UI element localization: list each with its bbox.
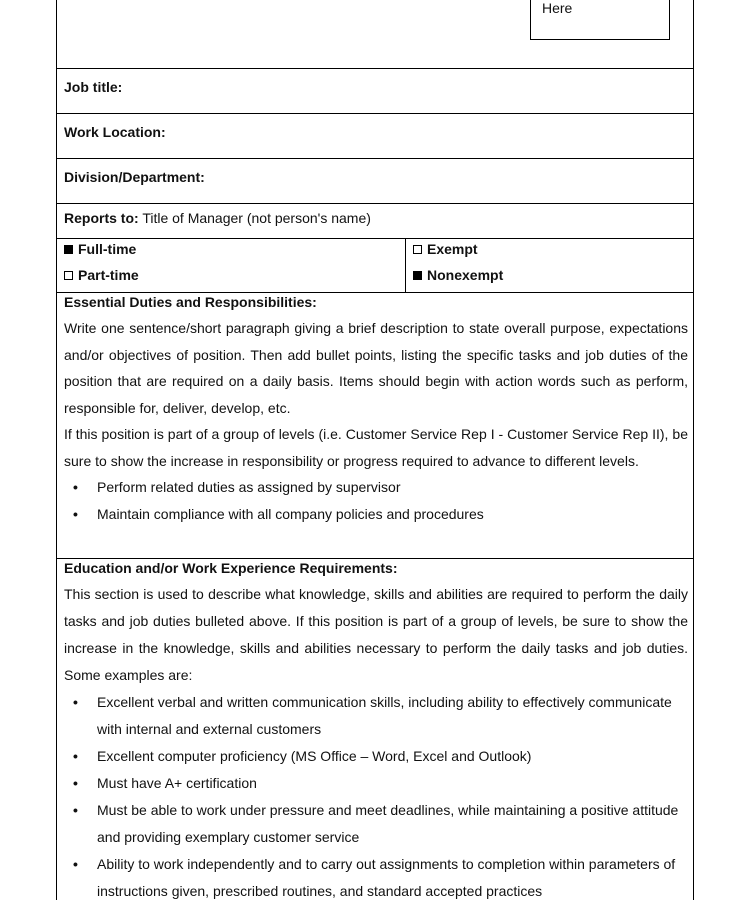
division-field[interactable]: [64, 169, 205, 185]
work-location-label: Work Location:: [64, 124, 166, 140]
row-divider: [56, 238, 694, 239]
full-time-label: Full-time: [78, 241, 137, 257]
bullet-icon: •: [73, 748, 78, 764]
part-time-label: Part-time: [78, 267, 139, 283]
duties-heading: Essential Duties and Responsibilities:: [64, 294, 317, 310]
list-item-text: Excellent verbal and written communication skills, including ability to effectively communicate with internal and external customers: [97, 694, 672, 737]
duties-levels-paragraph: If this position is part of a group of levels (i.e. Customer Service Rep I - Customer Service Rep II), be sure to show the increase in responsibility or progress required to advance to different levels.: [64, 426, 688, 469]
list-item: [64, 743, 688, 770]
reports-to-value: Title of Manager (not person's name): [142, 210, 371, 226]
row-divider: [56, 113, 694, 114]
row-divider: [56, 558, 694, 559]
list-item-text: Must be able to work under pressure and meet deadlines, while maintaining a positive attitude and providing exemplary customer service: [97, 802, 679, 845]
bullet-icon: •: [73, 775, 78, 791]
education-list: [64, 689, 688, 905]
list-item-text: Must have A+ certification: [97, 775, 257, 791]
part-time-checkbox[interactable]: [64, 267, 139, 283]
exempt-label: Exempt: [427, 241, 478, 257]
form-border-left: [56, 0, 57, 900]
duties-section: [64, 295, 688, 527]
reports-to-field[interactable]: [64, 210, 371, 226]
list-item: [64, 770, 688, 797]
row-divider: [56, 68, 694, 69]
row-divider: [56, 292, 694, 293]
column-divider: [405, 239, 406, 293]
bullet-icon: •: [73, 694, 78, 710]
full-time-checkbox[interactable]: [64, 241, 136, 257]
education-paragraph: This section is used to describe what knowledge, skills and abilities are required to perform the daily tasks and job duties bulleted above. If this position is part of a group of levels, be sure to show the increase in the knowledge, skills and abilities necessary to perform the daily tasks and job duties. Some examples are:: [64, 586, 688, 683]
form-border-right: [693, 0, 694, 900]
reports-to-label: Reports to:: [64, 210, 139, 226]
bullet-icon: •: [73, 505, 78, 522]
bullet-icon: •: [73, 479, 78, 495]
education-heading: Education and/or Work Experience Requirements:: [64, 560, 398, 576]
division-label: Division/Department:: [64, 169, 205, 185]
list-item: [64, 501, 688, 528]
duties-paragraph: Write one sentence/short paragraph giving a brief description to state overall purpose, expectations and/or objectives of position. Then add bullet points, listing the specific tasks and job duties of the position that are required on a daily basis. Items should begin with action words such as perform, responsible for, deliver, develop, etc.: [64, 320, 688, 416]
bullet-icon: •: [73, 856, 78, 872]
exempt-checkbox[interactable]: [413, 241, 478, 257]
list-item-text: Excellent computer proficiency (MS Office – Word, Excel and Outlook): [97, 748, 532, 764]
list-item-text: Ability to work independently and to carry out assignments to completion within parameters of instructions given, prescribed routines, and standard accepted practices: [97, 856, 676, 899]
nonexempt-checkbox[interactable]: [413, 267, 503, 283]
list-item: [64, 797, 688, 851]
logo-placeholder-box: [530, 0, 670, 40]
work-location-field[interactable]: [64, 124, 166, 140]
checked-box-icon: [64, 245, 73, 254]
bullet-icon: •: [73, 802, 78, 818]
checked-box-icon: [413, 271, 422, 280]
unchecked-box-icon: [64, 271, 73, 280]
job-title-label: Job title:: [64, 79, 123, 95]
list-item: [64, 474, 688, 501]
row-divider: [56, 158, 694, 159]
list-item: [64, 689, 688, 743]
nonexempt-label: Nonexempt: [427, 267, 504, 283]
job-title-field[interactable]: [64, 79, 122, 95]
education-section: [64, 561, 688, 905]
duties-list: [64, 474, 688, 527]
logo-placeholder-text: Here: [542, 0, 573, 16]
row-divider: [56, 203, 694, 204]
list-item: [64, 851, 688, 905]
unchecked-box-icon: [413, 245, 422, 254]
list-item-text: Maintain compliance with all company policies and procedures: [97, 505, 484, 522]
list-item-text: Perform related duties as assigned by supervisor: [97, 479, 401, 495]
